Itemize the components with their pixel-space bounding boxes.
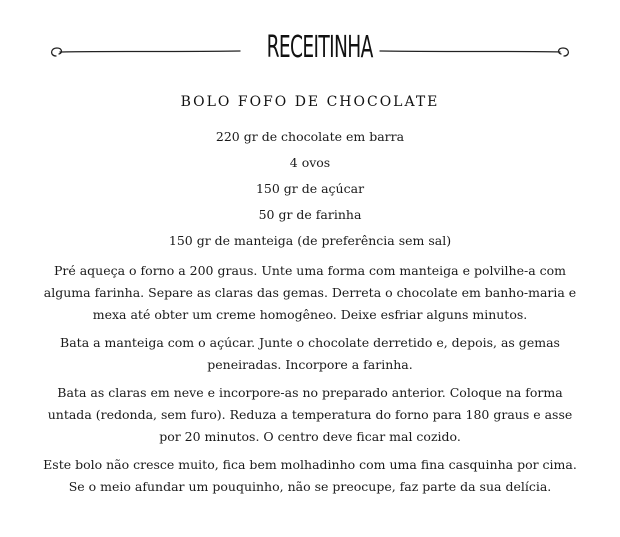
step-paragraph: Bata a manteiga com o açúcar. Junte o chocolate derretido e, depois, as gemas peneiradas. Incorpore a farinha. <box>60 335 560 372</box>
left-flourish-ornament <box>48 42 242 64</box>
ingredient-item: 150 gr de manteiga (de preferência sem sal) <box>168 233 452 248</box>
ingredient-list <box>0 127 620 257</box>
recipe-title: BOLO FOFO DE CHOCOLATE <box>180 94 440 110</box>
ingredient-item: 4 ovos <box>289 155 331 170</box>
step-paragraph: Pré aqueça o forno a 200 graus. Unte uma forma com manteiga e polvilhe-a com alguma farinha. Separe as claras das gemas. Derreta o chocolate em banho-maria e mexa até obter um creme homogêneo. Deixe esfriar alguns minutos. <box>43 263 577 322</box>
preparation-steps <box>40 260 580 504</box>
ingredient-item: 220 gr de chocolate em barra <box>215 129 405 144</box>
header-title: RECEITINHA <box>266 30 373 65</box>
step-paragraph: Este bolo não cresce muito, fica bem molhadinho com uma fina casquinha por cima. Se o meio afundar um pouquinho, não se preocupe, faz parte da sua delícia. <box>43 457 577 494</box>
right-flourish-ornament <box>378 42 572 64</box>
header-banner <box>0 28 620 74</box>
ingredient-item: 150 gr de açúcar <box>255 181 365 196</box>
ingredient-item: 50 gr de farinha <box>258 207 362 222</box>
step-paragraph: Bata as claras em neve e incorpore-as no preparado anterior. Coloque na forma untada (redonda, sem furo). Reduza a temperatura do forno para 180 graus e asse por 20 minutos. O centro deve ficar mal cozido. <box>47 385 573 444</box>
